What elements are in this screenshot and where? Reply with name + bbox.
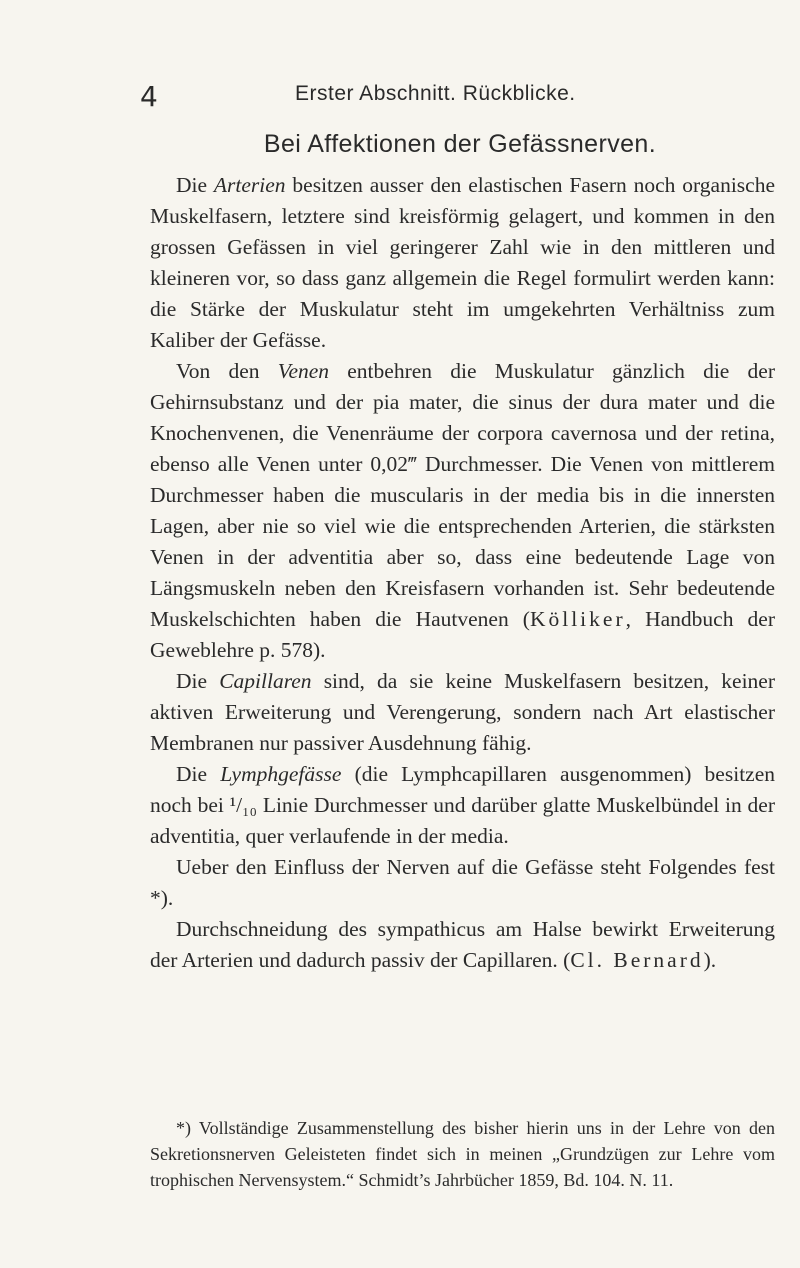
footnote-text: *) Vollständige Zusammenstellung des bisher hierin uns in der Lehre von den Sekretionsnerven Geleisteten findet sich in meinen „Grundzügen zur Lehre vom trophischen Nervensystem.“ Schmidt’s Jahrbücher 1859, Bd. 104. N. 11. xyxy=(150,1118,775,1190)
paragraph-venen xyxy=(150,356,775,666)
text-run: sind, da sie keine Muskelfasern besitzen, keiner aktiven Erweiterung und Verengerung, sondern nach Art elastischer Membranen nur passiver Ausdehnung fähig. xyxy=(150,669,775,755)
text-run: (die Lymphcapillaren ausgenommen) besitzen noch bei ¹/₁₀ Linie Durchmesser und darüber glatte Muskelbündel in der adventitia, quer verlaufende in der media. xyxy=(150,762,775,848)
page-number: 4 xyxy=(140,80,158,113)
paragraph-sympathicus xyxy=(150,914,775,976)
paragraph-arterien xyxy=(150,170,775,356)
paragraph-capillaren xyxy=(150,666,775,759)
page-header xyxy=(140,80,760,113)
text-run: Von den xyxy=(176,359,278,383)
footnote xyxy=(150,1115,775,1193)
text-run: Durchschneidung des sympathicus am Halse bewirkt Erweiterung der Arterien und dadurch passiv der Capillaren. ( xyxy=(150,917,775,972)
text-run: Die xyxy=(176,762,221,786)
emphasis-venen: Venen xyxy=(277,359,330,383)
text-run: besitzen ausser den elastischen Fasern noch organische Muskelfasern, letztere sind kreisförmig gelagert, und kommen in den grossen Gefässen in viel geringerer Zahl wie in den mittleren und kleineren vor, so dass ganz allgemein die Regel formulirt werden kann: die Stärke der Muskulatur steht im umgekehrten Verhältniss zum Kaliber der Gefässe. xyxy=(150,173,775,352)
text-run: entbehren die Muskulatur gänzlich die der Gehirnsubstanz und der pia mater, die sinus der dura mater und die Knochenvenen, die Venenräume der corpora cavernosa und der retina, ebenso alle Venen unter 0,02‴ Durchmesser. Die Venen von mittlerem Durchmesser haben die muscularis in der media bis in die innersten Lagen, aber nie so viel wie die entsprechenden Arterien, die stärksten Venen in der adventitia aber so, dass eine bedeutende Lage von Längsmuskeln neben den Kreisfasern vorhanden ist. Sehr bedeutende Muskelschichten haben die Hautvenen ( xyxy=(150,359,775,631)
emphasis-capillaren: Capillaren xyxy=(219,669,312,693)
author-bernard: Cl. Bernard xyxy=(570,948,704,972)
body-text xyxy=(150,170,775,976)
paragraph-nerven: Ueber den Einfluss der Nerven auf die Gefässe steht Folgendes fest *). xyxy=(150,855,775,910)
paragraph-lymphgefaesse xyxy=(150,759,775,852)
text-run: Die xyxy=(176,669,220,693)
text-run: ). xyxy=(703,948,717,972)
text-run: Die xyxy=(176,173,214,197)
emphasis-arterien: Arterien xyxy=(213,173,286,197)
running-head: Erster Abschnitt. Rückblicke. xyxy=(295,82,576,105)
author-kolliker: Kölliker xyxy=(529,607,626,631)
emphasis-lymphgefaesse: Lymphgefässe xyxy=(220,762,342,786)
section-title: Bei Affektionen der Gefässnerven. xyxy=(263,130,657,158)
text-run: , Handbuch der Geweblehre p. 578). xyxy=(150,607,775,662)
